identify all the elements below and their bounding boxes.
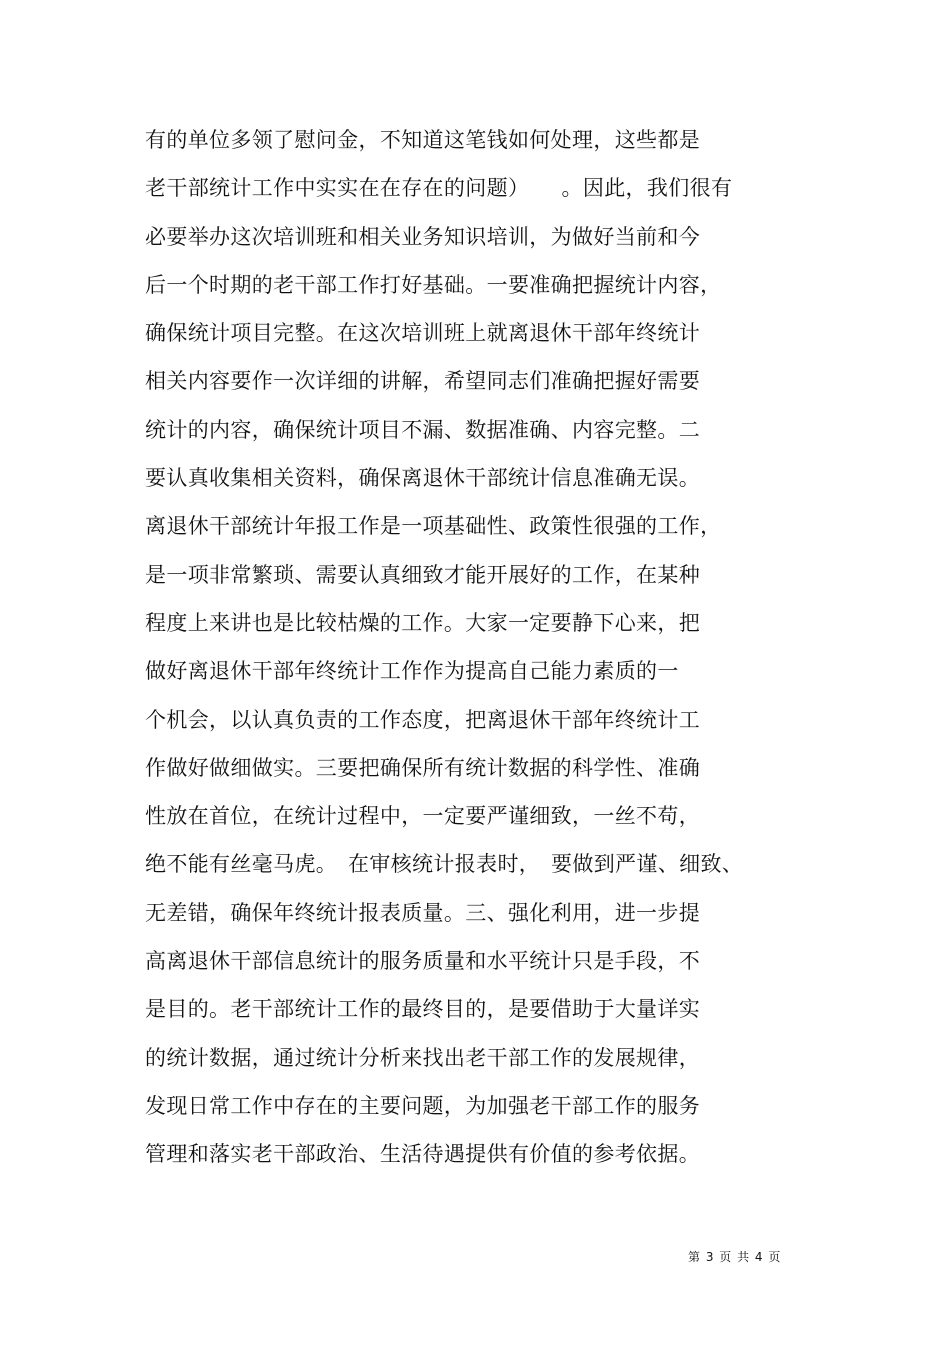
text-line: 确保统计项目完整。在这次培训班上就离退休干部年终统计 (145, 321, 701, 346)
text-line: 做好离退休干部年终统计工作作为提高自己能力素质的一 (145, 659, 679, 684)
text-line: 管理和落实老干部政治、生活待遇提供有价值的参考依据。 (145, 1142, 701, 1167)
page-number-footer: 第 3 页 共 4 页 (688, 1250, 782, 1264)
text-line: 要认真收集相关资料，确保离退休干部统计信息准确无误。 (145, 466, 701, 491)
text-line: 离退休干部统计年报工作是一项基础性、政策性很强的工作， (145, 514, 722, 539)
text-line: 是目的。老干部统计工作的最终目的，是要借助于大量详实 (145, 997, 701, 1022)
text-line: 统计的内容，确保统计项目不漏、数据准确、内容完整。二 (145, 417, 701, 442)
text-line: 无差错，确保年终统计报表质量。三、强化利用，进一步提 (145, 900, 701, 925)
text-line: 高离退休干部信息统计的服务质量和水平统计只是手段，不 (145, 949, 701, 974)
body-text (145, 122, 825, 1185)
text-line: 作做好做细做实。三要把确保所有统计数据的科学性、准确 (145, 755, 701, 780)
text-line: 性放在首位，在统计过程中，一定要严谨细致，一丝不苟， (145, 804, 701, 829)
text-line: 相关内容要作一次详细的讲解，希望同志们准确把握好需要 (145, 369, 701, 394)
text-line: 必要举办这次培训班和相关业务知识培训，为做好当前和今 (145, 224, 701, 249)
text-line: 有的单位多领了慰问金，不知道这笔钱如何处理，这些都是 (145, 128, 701, 152)
text-line: 后一个时期的老干部工作打好基础。一要准确把握统计内容， (145, 272, 722, 297)
text-line: 发现日常工作中存在的主要问题，为加强老干部工作的服务 (145, 1093, 701, 1118)
text-line: 是一项非常繁琐、需要认真细致才能开展好的工作，在某种 (145, 562, 701, 587)
text-line: 个机会，以认真负责的工作态度，把离退休干部年终统计工 (145, 707, 701, 732)
text-line: 程度上来讲也是比较枯燥的工作。大家一定要静下心来，把 (145, 610, 701, 635)
text-line: 老干部统计工作中实实在在存在的问题） 。因此，我们很有 (145, 176, 733, 201)
text-line: 的统计数据，通过统计分析来找出老干部工作的发展规律， (145, 1045, 701, 1070)
text-line: 绝不能有丝毫马虎。 在审核统计报表时， 要做到严谨、细致、 (145, 852, 744, 877)
